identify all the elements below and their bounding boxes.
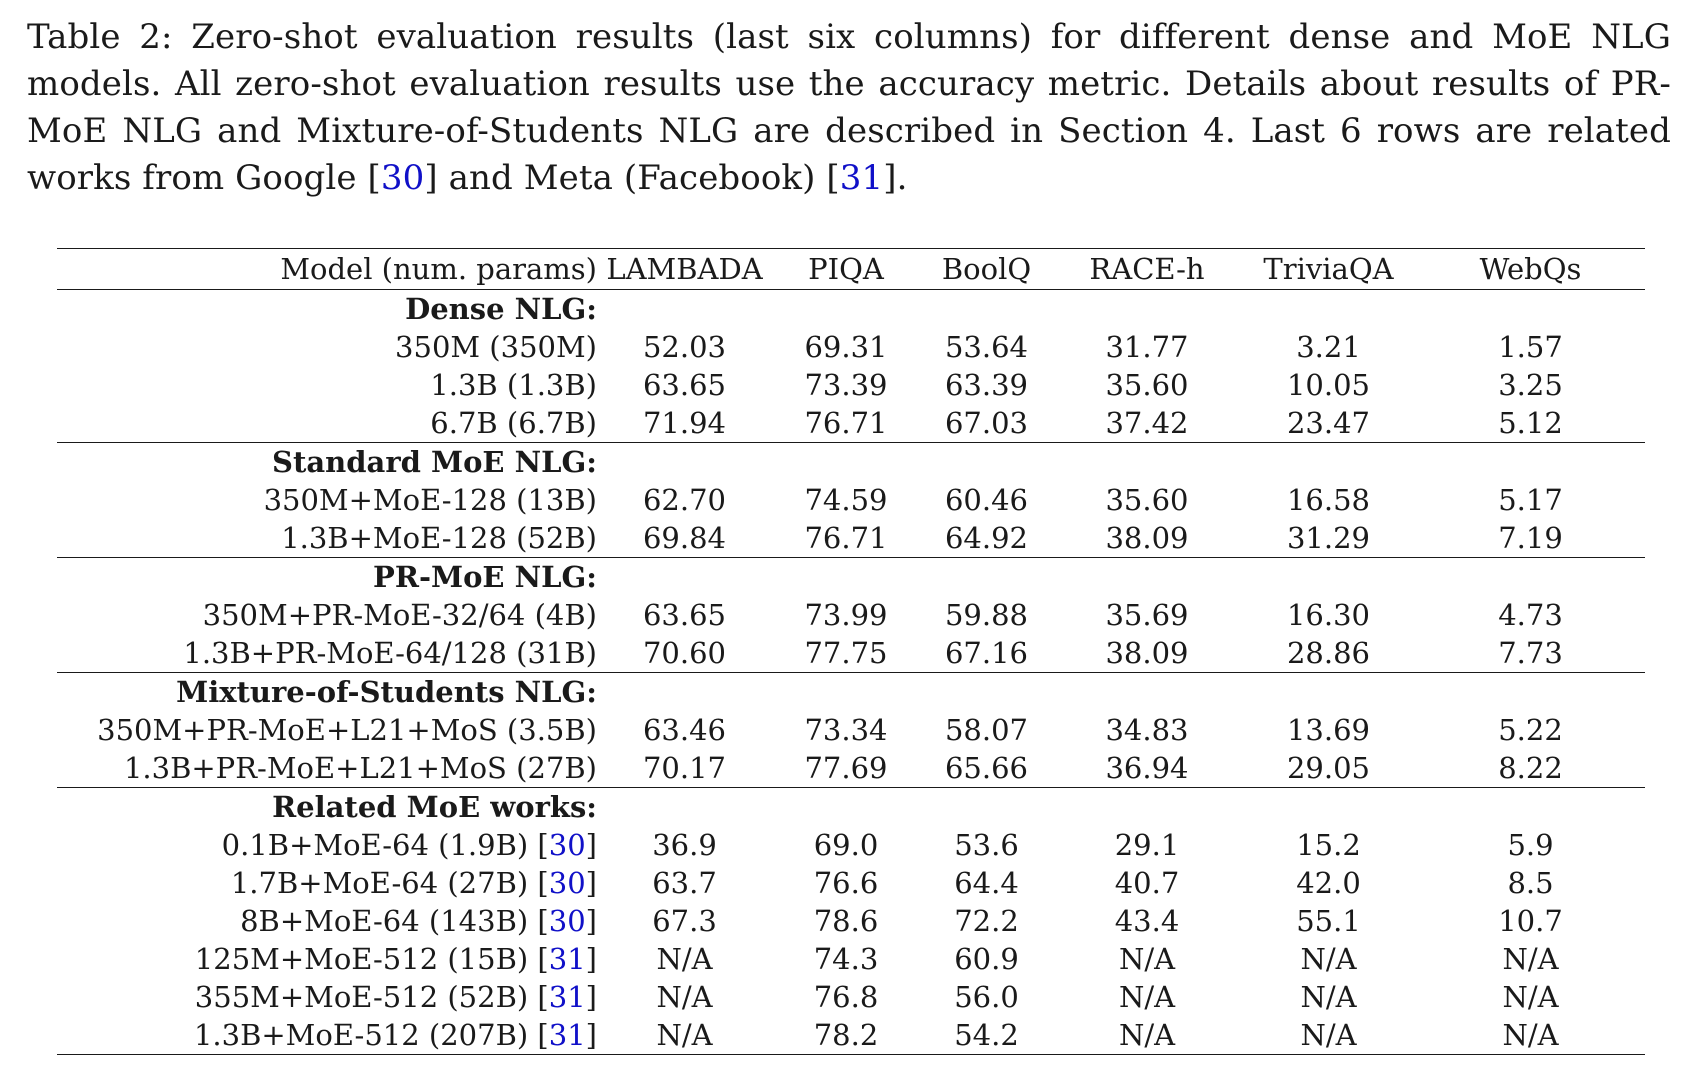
model-name: 1.3B+MoE-512 (207B): [193, 1018, 529, 1052]
value-cell: 3.25: [1498, 368, 1563, 402]
table-row: [57, 711, 1645, 749]
model-cell: 125M+MoE-512 (15B) [31]: [194, 942, 597, 976]
model-name: 350M+MoE-128 (13B): [263, 483, 597, 517]
value-cell: 67.03: [944, 406, 1029, 440]
table-row: [57, 366, 1645, 404]
model-cell: [57, 596, 597, 634]
empty-cell: [920, 290, 1053, 329]
value-cell: 76.8: [813, 980, 879, 1014]
model-name: 350M+PR-MoE+L21+MoS (3.5B): [97, 713, 597, 747]
table-body: [57, 290, 1645, 1055]
caption-text: Table 2: Zero-shot evaluation results (last six columns) for different dense and MoE NLG models. All zero-shot evaluation results use the accuracy metric. Details about results of PR-MoE NLG and Mixture-of-Students NLG are described in Section 4. Last 6 rows are related works from Google [: [27, 17, 1671, 198]
table-row: [57, 634, 1645, 673]
group-title: Dense NLG:: [57, 290, 597, 329]
value-cell: 52.03: [642, 330, 727, 364]
value-cell: 23.47: [1286, 406, 1371, 440]
table-row: [57, 1016, 1645, 1055]
value-cell: 36.94: [1105, 751, 1189, 785]
empty-cell: [772, 290, 920, 329]
empty-cell: [772, 788, 920, 827]
value-cell: 69.84: [642, 521, 727, 555]
value-cell: 65.66: [944, 751, 1029, 785]
value-cell: N/A: [1502, 980, 1559, 1014]
value-cell: N/A: [597, 1016, 772, 1055]
value-cell: 28.86: [1286, 636, 1371, 670]
value-cell: 8.22: [1498, 751, 1563, 785]
value-cell: N/A: [1241, 1016, 1416, 1055]
model-cell: [57, 366, 597, 404]
value-cell: 56.0: [954, 980, 1019, 1014]
model-name: 8B+MoE-64 (143B): [240, 904, 529, 938]
column-header: PIQA: [772, 249, 920, 290]
value-cell: 15.2: [1296, 828, 1361, 862]
value-cell: 35.69: [1105, 598, 1189, 632]
value-cell: 37.42: [1105, 406, 1189, 440]
model-cell: [57, 749, 597, 788]
value-cell: 73.99: [804, 598, 888, 632]
column-header: RACE-h: [1053, 249, 1241, 290]
table-caption: [27, 14, 1671, 202]
model-name: 1.3B (1.3B): [430, 368, 597, 402]
citation-link[interactable]: 30: [548, 904, 586, 938]
table-row: [57, 978, 1645, 1016]
value-cell: 69.0: [813, 828, 879, 862]
empty-cell: [1241, 290, 1416, 329]
group-header-row: [57, 788, 1645, 827]
empty-cell: [1416, 443, 1645, 482]
value-cell: 5.22: [1498, 713, 1563, 747]
value-cell: 53.6: [954, 828, 1019, 862]
value-cell: 60.9: [954, 942, 1019, 976]
value-cell: 40.7: [1114, 866, 1180, 900]
empty-cell: [1053, 558, 1241, 597]
empty-cell: [1416, 673, 1645, 712]
value-cell: 16.30: [1286, 598, 1371, 632]
empty-cell: [920, 673, 1053, 712]
column-header: Model (num. params): [57, 249, 597, 290]
value-cell: 16.58: [1286, 483, 1371, 517]
value-cell: N/A: [1416, 1016, 1645, 1055]
value-cell: 36.9: [652, 828, 717, 862]
model-name: 1.3B+MoE-128 (52B): [281, 521, 597, 555]
empty-cell: [1053, 443, 1241, 482]
value-cell: 63.39: [944, 368, 1029, 402]
empty-cell: [1053, 673, 1241, 712]
model-name: 125M+MoE-512 (15B): [194, 942, 529, 976]
model-cell: [57, 519, 597, 558]
value-cell: 71.94: [642, 406, 727, 440]
model-name: 0.1B+MoE-64 (1.9B): [221, 828, 529, 862]
value-cell: 7.73: [1498, 636, 1563, 670]
value-cell: 31.29: [1286, 521, 1371, 555]
value-cell: 3.21: [1296, 330, 1361, 364]
empty-cell: [597, 788, 772, 827]
value-cell: 63.65: [642, 598, 727, 632]
value-cell: 67.3: [652, 904, 717, 938]
value-cell: N/A: [1300, 942, 1357, 976]
value-cell: 29.05: [1286, 751, 1371, 785]
value-cell: 62.70: [642, 483, 727, 517]
value-cell: 1.57: [1498, 330, 1563, 364]
model-name: 350M (350M): [395, 330, 597, 364]
value-cell: 69.31: [804, 330, 888, 364]
model-name: 1.3B+PR-MoE-64/128 (31B): [183, 636, 597, 670]
value-cell: 77.69: [804, 751, 888, 785]
results-table-container: [57, 248, 1645, 1055]
value-cell: 13.69: [1286, 713, 1371, 747]
value-cell: 58.07: [944, 713, 1029, 747]
value-cell: 76.71: [804, 406, 888, 440]
table-row: [57, 596, 1645, 634]
model-cell: 0.1B+MoE-64 (1.9B) [30]: [221, 828, 597, 862]
value-cell: 31.77: [1105, 330, 1189, 364]
group-header-row: [57, 290, 1645, 329]
value-cell: 64.92: [944, 521, 1029, 555]
value-cell: 77.75: [804, 636, 888, 670]
value-cell: N/A: [1118, 980, 1176, 1014]
table-row: [57, 864, 1645, 902]
model-name: 1.3B+PR-MoE+L21+MoS (27B): [123, 751, 597, 785]
empty-cell: [772, 673, 920, 712]
value-cell: N/A: [1118, 942, 1176, 976]
value-cell: 64.4: [954, 866, 1019, 900]
model-name: 6.7B (6.7B): [430, 406, 597, 440]
empty-cell: [920, 558, 1053, 597]
empty-cell: [1241, 558, 1416, 597]
empty-cell: [597, 673, 772, 712]
empty-cell: [597, 290, 772, 329]
citation-link[interactable]: 31: [548, 1018, 586, 1052]
model-cell: [57, 404, 597, 443]
empty-cell: [920, 443, 1053, 482]
value-cell: 72.2: [954, 904, 1019, 938]
citation-link[interactable]: 31: [839, 158, 884, 198]
table-row: [57, 519, 1645, 558]
group-header-row: [57, 673, 1645, 712]
table-row: [57, 481, 1645, 519]
value-cell: 78.6: [813, 904, 879, 938]
group-title: Related MoE works:: [57, 788, 597, 827]
group-header-row: [57, 443, 1645, 482]
table-row: [57, 404, 1645, 443]
model-cell: 1.3B+MoE-512 (207B) [31]: [57, 1016, 597, 1055]
model-cell: [57, 634, 597, 673]
value-cell: 38.09: [1105, 521, 1189, 555]
value-cell: 78.2: [772, 1016, 920, 1055]
table-row: [57, 902, 1645, 940]
table-row: [57, 749, 1645, 788]
value-cell: 63.46: [642, 713, 727, 747]
model-cell: [57, 711, 597, 749]
value-cell: 53.64: [944, 330, 1029, 364]
value-cell: N/A: [1502, 942, 1559, 976]
value-cell: N/A: [656, 980, 713, 1014]
value-cell: 10.05: [1286, 368, 1371, 402]
empty-cell: [1241, 673, 1416, 712]
value-cell: 43.4: [1114, 904, 1180, 938]
value-cell: N/A: [1300, 980, 1357, 1014]
group-title: Mixture-of-Students NLG:: [57, 673, 597, 712]
results-table: [57, 248, 1645, 1055]
value-cell: 10.7: [1498, 904, 1563, 938]
value-cell: 67.16: [944, 636, 1029, 670]
caption-text: ] and Meta (Facebook) [: [424, 158, 840, 198]
value-cell: N/A: [1053, 1016, 1241, 1055]
value-cell: 73.39: [804, 368, 888, 402]
value-cell: 7.19: [1498, 521, 1563, 555]
citation-link[interactable]: 31: [548, 980, 586, 1014]
empty-cell: [772, 558, 920, 597]
value-cell: 5.9: [1507, 828, 1554, 862]
model-cell: [57, 481, 597, 519]
value-cell: 70.60: [642, 636, 727, 670]
citation-link[interactable]: 30: [380, 158, 425, 198]
group-title: PR-MoE NLG:: [57, 558, 597, 597]
value-cell: 5.17: [1498, 483, 1563, 517]
value-cell: 76.71: [804, 521, 888, 555]
value-cell: 54.2: [920, 1016, 1053, 1055]
value-cell: 59.88: [944, 598, 1029, 632]
column-header: TriviaQA: [1241, 249, 1416, 290]
table-row: [57, 940, 1645, 978]
table-row: [57, 826, 1645, 864]
empty-cell: [1053, 788, 1241, 827]
group-header-row: [57, 558, 1645, 597]
value-cell: 35.60: [1105, 368, 1189, 402]
empty-cell: [1053, 290, 1241, 329]
empty-cell: [597, 443, 772, 482]
value-cell: 29.1: [1114, 828, 1180, 862]
value-cell: 60.46: [944, 483, 1029, 517]
empty-cell: [1416, 558, 1645, 597]
value-cell: 73.34: [804, 713, 888, 747]
value-cell: 74.59: [804, 483, 888, 517]
value-cell: 34.83: [1105, 713, 1189, 747]
empty-cell: [772, 443, 920, 482]
group-title: Standard MoE NLG:: [57, 443, 597, 482]
citation-link[interactable]: 31: [548, 942, 586, 976]
empty-cell: [1241, 788, 1416, 827]
model-name: 355M+MoE-512 (52B): [194, 980, 529, 1014]
model-cell: 1.7B+MoE-64 (27B) [30]: [230, 866, 597, 900]
caption-text: ].: [883, 158, 908, 198]
value-cell: 74.3: [813, 942, 879, 976]
column-header: LAMBADA: [597, 249, 772, 290]
value-cell: 42.0: [1296, 866, 1361, 900]
citation-link[interactable]: 30: [548, 866, 586, 900]
value-cell: N/A: [656, 942, 713, 976]
model-name: 350M+PR-MoE-32/64 (4B): [202, 598, 597, 632]
empty-cell: [1241, 443, 1416, 482]
column-header: WebQs: [1416, 249, 1645, 290]
column-header: BoolQ: [920, 249, 1053, 290]
model-cell: 8B+MoE-64 (143B) [30]: [240, 904, 597, 938]
value-cell: 4.73: [1498, 598, 1563, 632]
value-cell: 35.60: [1105, 483, 1189, 517]
model-cell: 355M+MoE-512 (52B) [31]: [194, 980, 597, 1014]
table-row: [57, 328, 1645, 366]
value-cell: 70.17: [642, 751, 727, 785]
empty-cell: [597, 558, 772, 597]
model-name: 1.7B+MoE-64 (27B): [230, 866, 529, 900]
value-cell: 5.12: [1498, 406, 1563, 440]
empty-cell: [920, 788, 1053, 827]
value-cell: 76.6: [813, 866, 879, 900]
value-cell: 8.5: [1507, 866, 1554, 900]
table-header-row: [57, 249, 1645, 290]
empty-cell: [1416, 290, 1645, 329]
value-cell: 38.09: [1105, 636, 1189, 670]
model-cell: [57, 328, 597, 366]
value-cell: 63.65: [642, 368, 727, 402]
empty-cell: [1416, 788, 1645, 827]
value-cell: 55.1: [1296, 904, 1361, 938]
value-cell: 63.7: [652, 866, 717, 900]
citation-link[interactable]: 30: [548, 828, 586, 862]
